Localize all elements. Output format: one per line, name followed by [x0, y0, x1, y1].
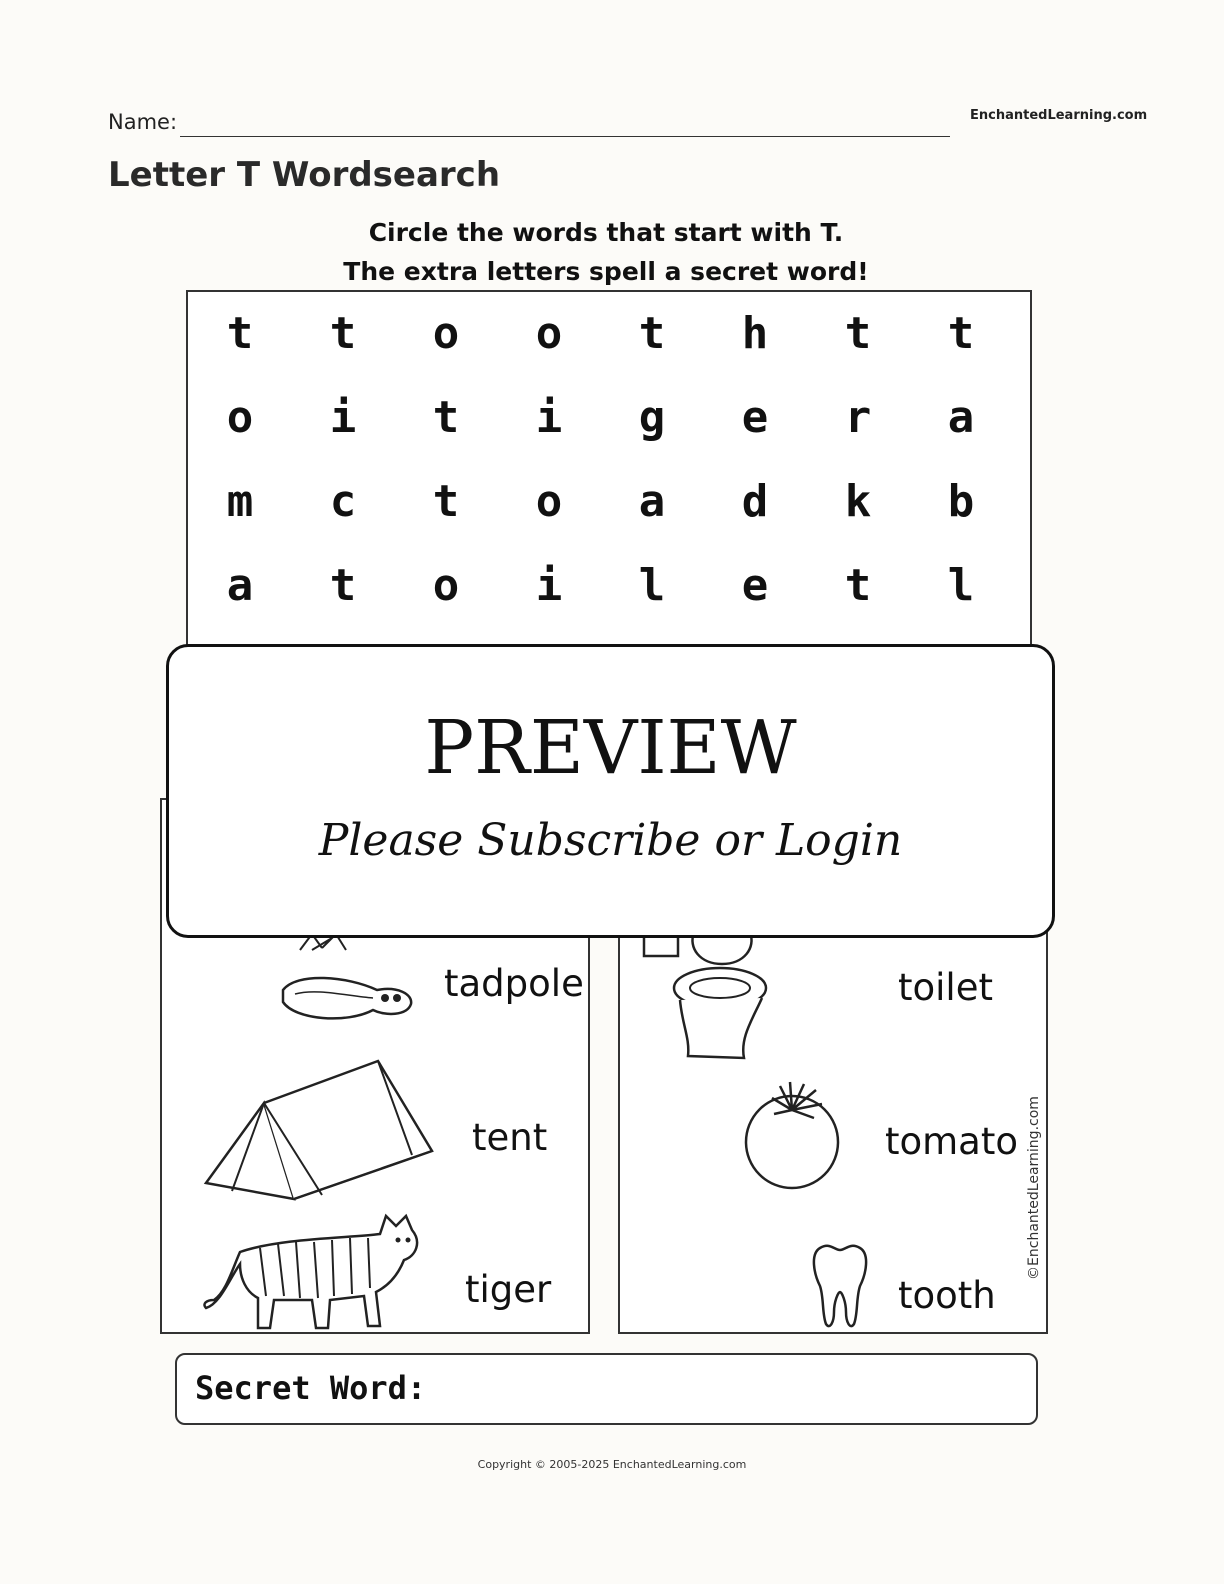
grid-letter[interactable]: i: [329, 392, 357, 443]
tiger-icon: [200, 1208, 425, 1332]
word-label: toilet: [898, 966, 993, 1009]
grid-letter[interactable]: l: [638, 560, 666, 611]
grid-letter[interactable]: k: [844, 476, 872, 527]
toilet-icon: [640, 928, 775, 1062]
copyright: Copyright © 2005-2025 EnchantedLearning.com: [477, 1458, 747, 1471]
grid-letter[interactable]: o: [535, 308, 563, 359]
grid-letter[interactable]: t: [844, 308, 872, 359]
name-line: [180, 136, 950, 137]
grid-letter[interactable]: e: [741, 392, 769, 443]
grid-row: [188, 376, 1030, 460]
grid-letter[interactable]: d: [741, 476, 769, 527]
grid-letter[interactable]: t: [226, 308, 254, 359]
grid-letter[interactable]: m: [226, 476, 254, 527]
word-label: tooth: [898, 1274, 996, 1317]
grid-letter[interactable]: c: [329, 476, 357, 527]
word-label: tomato: [885, 1120, 1019, 1163]
preview-title: PREVIEW: [424, 705, 797, 791]
grid-row: [188, 460, 1030, 544]
tent-icon: [202, 1055, 437, 1203]
word-label: tent: [472, 1116, 548, 1159]
site-mark: EnchantedLearning.com: [970, 108, 1148, 123]
grid-letter[interactable]: h: [741, 308, 769, 359]
tomato-icon: [744, 1080, 844, 1192]
grid-letter[interactable]: l: [947, 560, 975, 611]
grid-letter[interactable]: i: [535, 560, 563, 611]
letter-grid: [186, 290, 1032, 646]
grid-letter[interactable]: t: [329, 308, 357, 359]
subscribe-login-link[interactable]: Please Subscribe or Login: [318, 815, 903, 866]
vertical-credit: ©EnchantedLearning.com: [1026, 1096, 1042, 1280]
tooth-icon: [810, 1242, 870, 1328]
grid-letter[interactable]: t: [432, 392, 460, 443]
grid-letter[interactable]: e: [741, 560, 769, 611]
secret-word-box: [175, 1353, 1038, 1425]
preview-overlay[interactable]: [166, 644, 1055, 938]
word-label: tadpole: [444, 962, 584, 1005]
grid-letter[interactable]: o: [226, 392, 254, 443]
tadpole-icon: [277, 968, 417, 1024]
secret-word-label: Secret Word:: [195, 1369, 427, 1407]
grid-letter[interactable]: t: [329, 560, 357, 611]
grid-letter[interactable]: a: [638, 476, 666, 527]
page-title: Letter T Wordsearch: [108, 155, 501, 195]
instruction-line-1: Circle the words that start with T.: [368, 218, 844, 247]
grid-letter[interactable]: b: [947, 476, 975, 527]
grid-letter[interactable]: a: [226, 560, 254, 611]
grid-letter[interactable]: i: [535, 392, 563, 443]
grid-row: [188, 544, 1030, 628]
grid-letter[interactable]: t: [432, 476, 460, 527]
grid-letter[interactable]: o: [432, 560, 460, 611]
grid-letter[interactable]: o: [535, 476, 563, 527]
name-label: Name:: [108, 110, 178, 134]
grid-letter[interactable]: a: [947, 392, 975, 443]
grid-letter[interactable]: t: [844, 560, 872, 611]
grid-letter[interactable]: g: [638, 392, 666, 443]
grid-letter[interactable]: r: [844, 392, 872, 443]
grid-letter[interactable]: t: [638, 308, 666, 359]
grid-row: [188, 292, 1030, 376]
grid-letter[interactable]: o: [432, 308, 460, 359]
instructions: [186, 213, 1026, 291]
grid-letter[interactable]: t: [947, 308, 975, 359]
word-label: tiger: [465, 1268, 552, 1311]
instruction-line-2: The extra letters spell a secret word!: [343, 257, 869, 286]
